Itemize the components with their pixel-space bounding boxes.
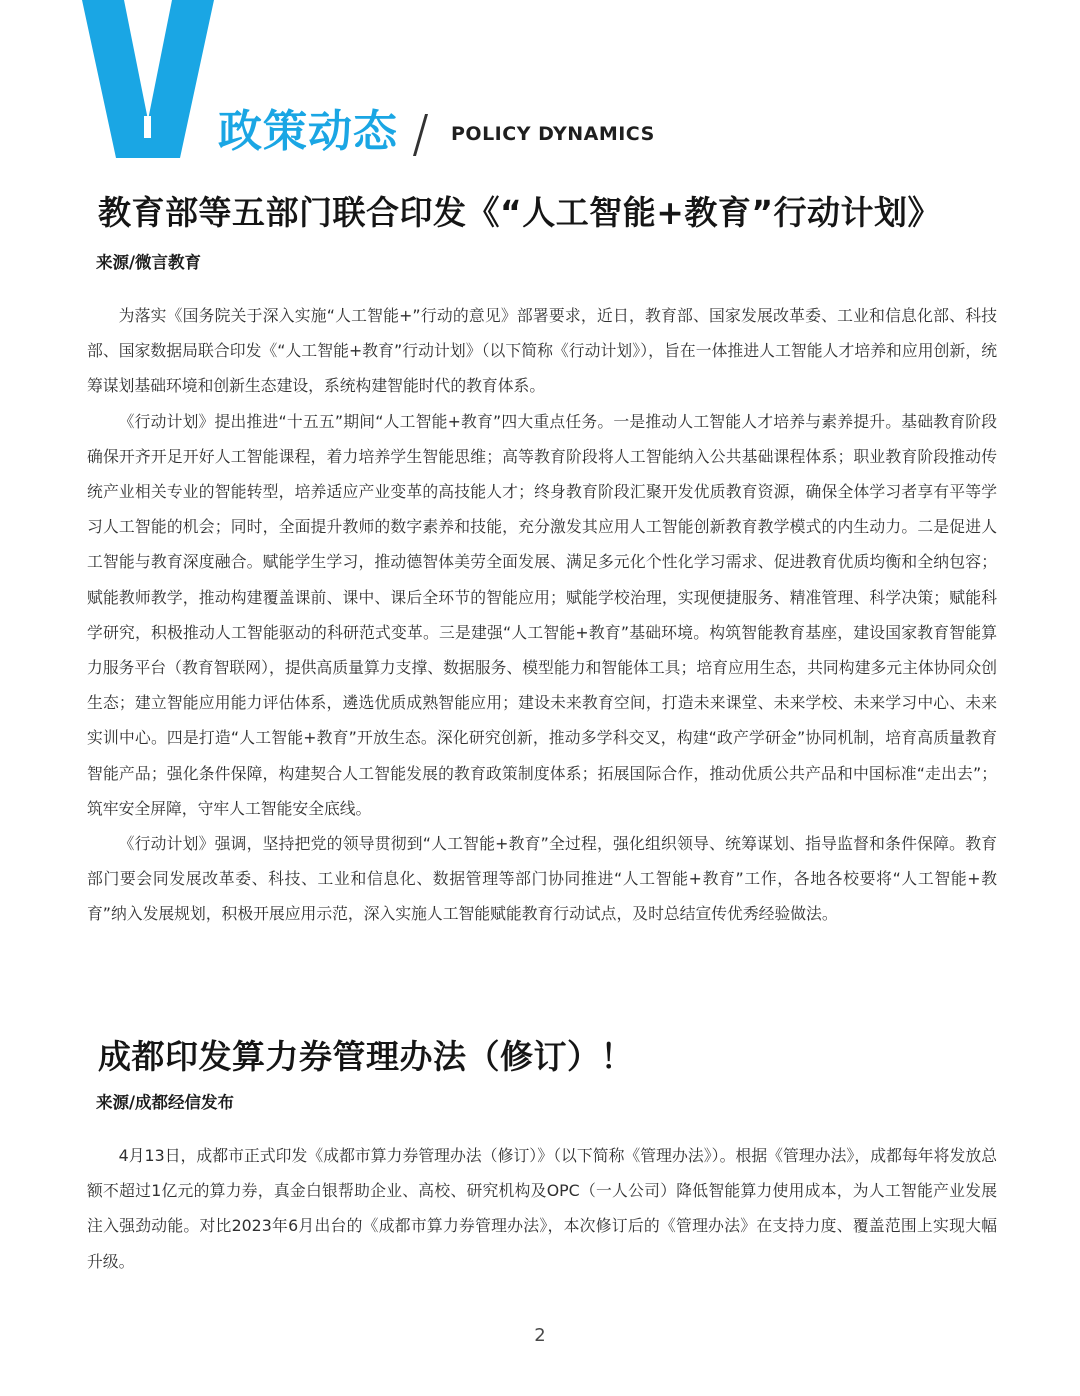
page-number: 2 [534, 1325, 546, 1346]
article-title: 教育部等五部门联合印发《“人工智能+教育”行动计划》 [98, 193, 942, 232]
paragraph: 为落实《国务院关于深入实施“人工智能+”行动的意见》部署要求，近日，教育部、国家发展改革委、工业和信息化部、科技部、国家数据局联合印发《“人工智能+教育”行动计划》（以下简称《行动计划》），旨在一体推进人工智能人才培养和应用创新，统筹谋划基础环境和创新生态建设，系统构建智能时代的教育体系。 [87, 306, 997, 396]
article-body [87, 1138, 997, 1279]
article-body [87, 298, 997, 932]
section-title-cn: 政策动态 [218, 106, 398, 157]
section-header [0, 0, 1080, 170]
article-chengdu-compute-voucher [0, 1032, 1080, 1279]
logo-v-icon [82, 0, 214, 158]
title-separator [413, 114, 428, 156]
paragraph: 《行动计划》提出推进“十五五”期间“人工智能+教育”四大重点任务。一是推动人工智能人才培养与素养提升。基础教育阶段确保开齐开足开好人工智能课程，着力培养学生智能思维；高等教育阶段将人工智能纳入公共基础课程体系；职业教育阶段推动传统产业相关专业的智能转型，培养适应产业变革的高技能人才；终身教育阶段汇聚开发优质教育资源，确保全体学习者享有平等学习人工智能的机会；同时，全面提升教师的数字素养和技能，充分激发其应用人工智能创新教育教学模式的内生动力。二是促进人工智能与教育深度融合。赋能学生学习，推动德智体美劳全面发展、满足多元化个性化学习需求、促进教育优质均衡和全纳包容；赋能教师教学，推动构建覆盖课前、课中、课后全环节的智能应用；赋能学校治理，实现便捷服务、精准管理、科学决策；赋能科学研究，积极推动人工智能驱动的科研范式变革。三是建强“人工智能+教育”基础环境。构筑智能教育基座，建设国家教育智能算力服务平台（教育智联网），提供高质量算力支撑、数据服务、模型能力和智能体工具；培育应用生态，共同构建多元主体协同众创生态；建立智能应用能力评估体系，遴选优质成熟智能应用；建设未来教育空间，打造未来课堂、未来学校、未来学习中心、未来实训中心。四是打造“人工智能+教育”开放生态。深化研究创新，推动多学科交叉，构建“政产学研金”协同机制，培育高质量教育智能产品；强化条件保障，构建契合人工智能发展的教育政策制度体系；拓展国际合作，推动优质公共产品和中国标准“走出去”；筑牢安全屏障，守牢人工智能安全底线。 [87, 411, 997, 818]
article-ai-education [0, 188, 1080, 932]
paragraph: 《行动计划》强调，坚持把党的领导贯彻到“人工智能+教育”全过程，强化组织领导、统筹谋划、指导监督和条件保障。教育部门要会同发展改革委、科技、工业和信息化、数据管理等部门协同推进“人工智能+教育”工作，各地各校要将“人工智能+教育”纳入发展规划，积极开展应用示范，深入实施人工智能赋能教育行动试点，及时总结宣传优秀经验做法。 [87, 834, 997, 924]
article-title: 成都印发算力券管理办法（修订）！ [98, 1037, 634, 1076]
paragraph: 4月13日，成都市正式印发《成都市算力券管理办法（修订）》（以下简称《管理办法》）。根据《管理办法》，成都每年将发放总额不超过1亿元的算力券，真金白银帮助企业、高校、研究机构及OPC（一人公司）降低智能算力使用成本，为人工智能产业发展注入强劲动能。对比2023年6月出台的《成都市算力券管理办法》，本次修订后的《管理办法》在支持力度、覆盖范围上实现大幅升级。 [87, 1146, 997, 1271]
section-title-en: POLICY DYNAMICS [451, 123, 655, 145]
article-source: 来源/微言教育 [96, 253, 202, 272]
article-source: 来源/成都经信发布 [96, 1093, 235, 1112]
